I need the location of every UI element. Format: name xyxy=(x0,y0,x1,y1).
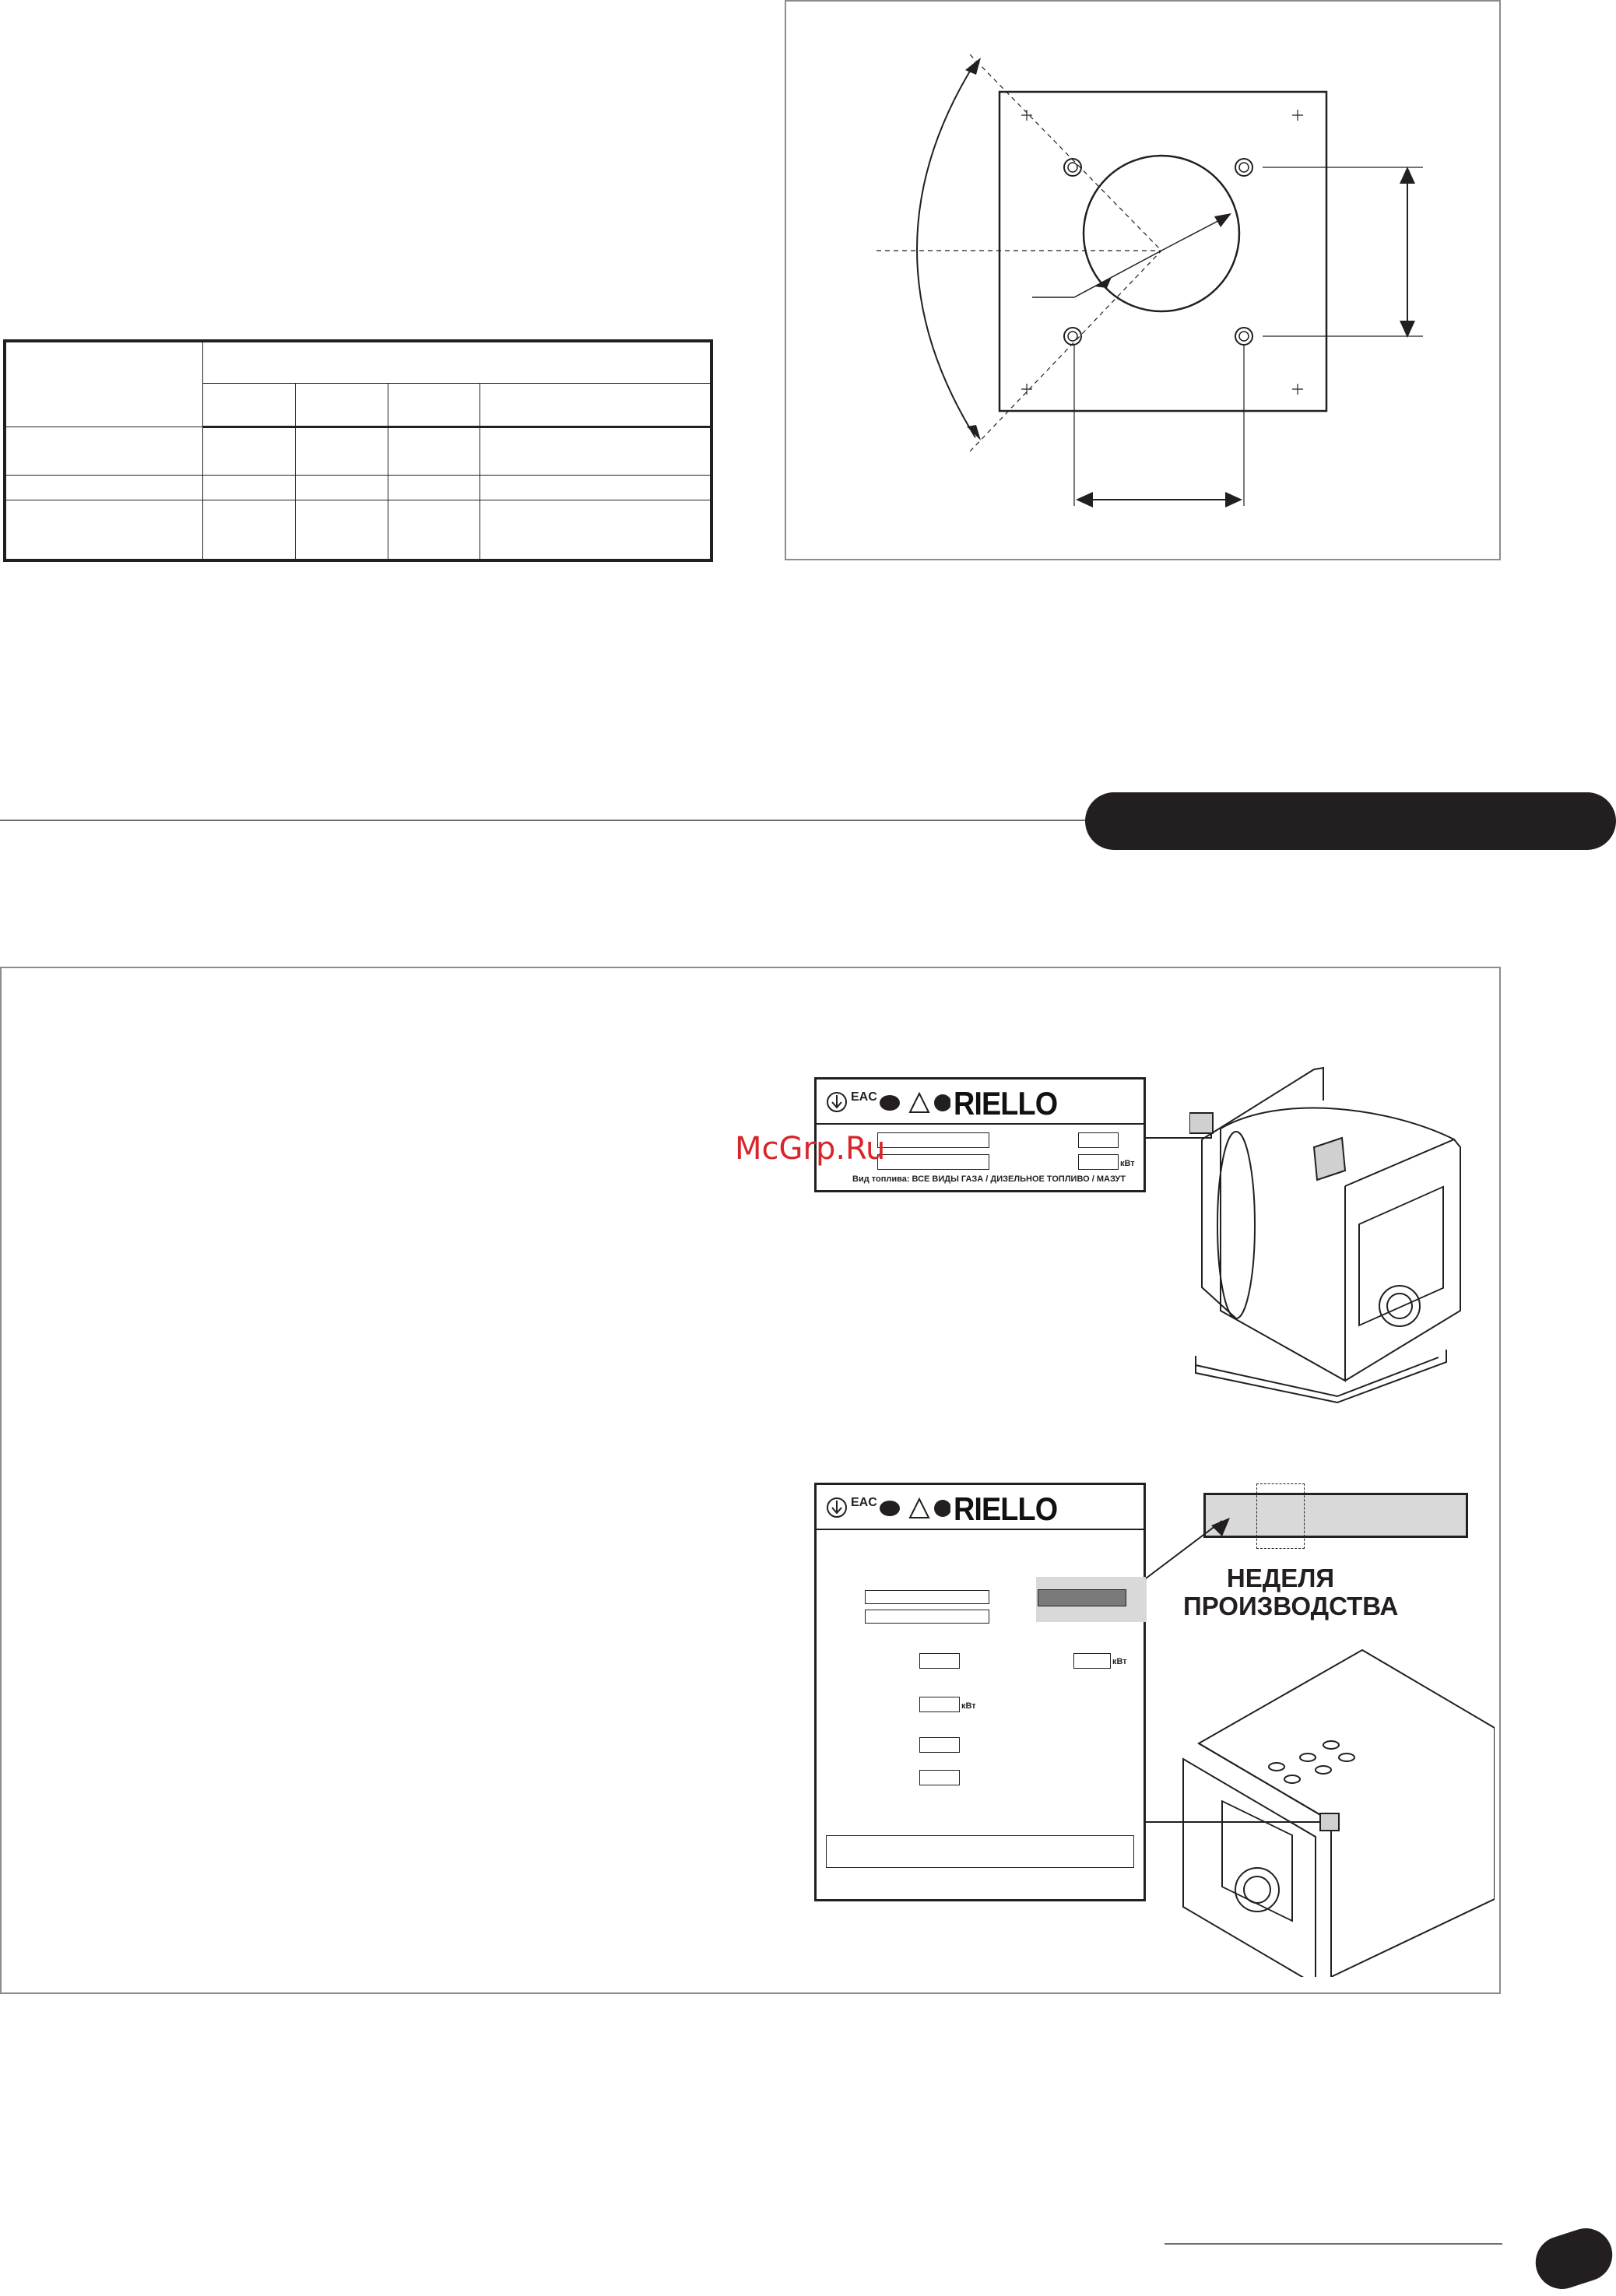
table-cell xyxy=(295,476,388,500)
footer-rule xyxy=(1165,2243,1502,2245)
power-field xyxy=(919,1697,960,1712)
table-cell xyxy=(203,427,296,476)
certification-marks-icon xyxy=(826,1090,950,1117)
value-field xyxy=(919,1770,960,1785)
production-week-zoom-marker xyxy=(1256,1483,1305,1549)
brand-logo: RIELLO xyxy=(954,1490,1058,1527)
section-divider xyxy=(0,820,1087,821)
table-row xyxy=(5,427,711,476)
table-cell xyxy=(5,427,203,476)
power-field xyxy=(1073,1653,1111,1669)
table-cell xyxy=(5,476,203,500)
power-field xyxy=(1078,1132,1119,1148)
table-row xyxy=(5,500,711,560)
table-row xyxy=(5,476,711,500)
eac-mark: EAC xyxy=(851,1090,877,1104)
plate-divider xyxy=(817,1123,1143,1125)
power-field xyxy=(1078,1154,1119,1170)
power-unit: кВт xyxy=(961,1701,976,1711)
spec-table-col-header xyxy=(295,384,388,427)
serial-field xyxy=(877,1154,989,1170)
serial-field xyxy=(865,1610,989,1624)
table-cell xyxy=(388,427,480,476)
page-number-badge xyxy=(1529,2221,1616,2296)
spec-table-corner-cell xyxy=(5,341,203,427)
table-cell xyxy=(295,427,388,476)
certification-marks-icon xyxy=(826,1496,950,1522)
production-week-field xyxy=(1038,1589,1126,1606)
brand-logo: RIELLO xyxy=(954,1085,1058,1122)
spec-table-col-header xyxy=(203,384,296,427)
boiler-illustration-open xyxy=(1189,1054,1485,1404)
boiler-illustration-closed xyxy=(1168,1642,1495,1977)
value-field xyxy=(919,1653,960,1669)
model-field xyxy=(877,1132,989,1148)
table-cell xyxy=(388,476,480,500)
spec-table-col-header xyxy=(388,384,480,427)
fuel-type-line: Вид топлива: ВСЕ ВИДЫ ГАЗА / ДИЗЕЛЬНОЕ ТОПЛИВО / МАЗУТ xyxy=(852,1174,1126,1184)
spec-table-group-header xyxy=(203,341,712,384)
table-cell xyxy=(203,476,296,500)
plate-pointer-line xyxy=(1146,1821,1320,1823)
model-field xyxy=(865,1590,989,1604)
section-title-bar xyxy=(1085,792,1616,850)
table-cell xyxy=(295,500,388,560)
plate-drilling-diagram xyxy=(785,0,1501,560)
table-cell xyxy=(5,500,203,560)
production-week-line-2: ПРОИЗВОДСТВА xyxy=(1183,1592,1399,1621)
spec-table-col-header xyxy=(480,384,711,427)
table-cell xyxy=(480,427,711,476)
power-unit: кВт xyxy=(1112,1657,1127,1666)
watermark: McGrp.Ru xyxy=(735,1131,886,1167)
power-unit: кВт xyxy=(1120,1159,1135,1168)
table-cell xyxy=(480,500,711,560)
spec-table xyxy=(3,339,713,562)
table-cell xyxy=(203,500,296,560)
production-week-zoom xyxy=(1203,1493,1468,1538)
table-cell xyxy=(388,500,480,560)
table-cell xyxy=(480,476,711,500)
notes-field xyxy=(826,1835,1134,1868)
production-week-line-1: НЕДЕЛЯ xyxy=(1226,1564,1335,1592)
rating-plate-boiler xyxy=(814,1483,1146,1901)
production-week-label xyxy=(1183,1564,1399,1621)
plate-divider xyxy=(817,1529,1143,1530)
eac-mark: EAC xyxy=(851,1496,877,1509)
value-field xyxy=(919,1737,960,1753)
